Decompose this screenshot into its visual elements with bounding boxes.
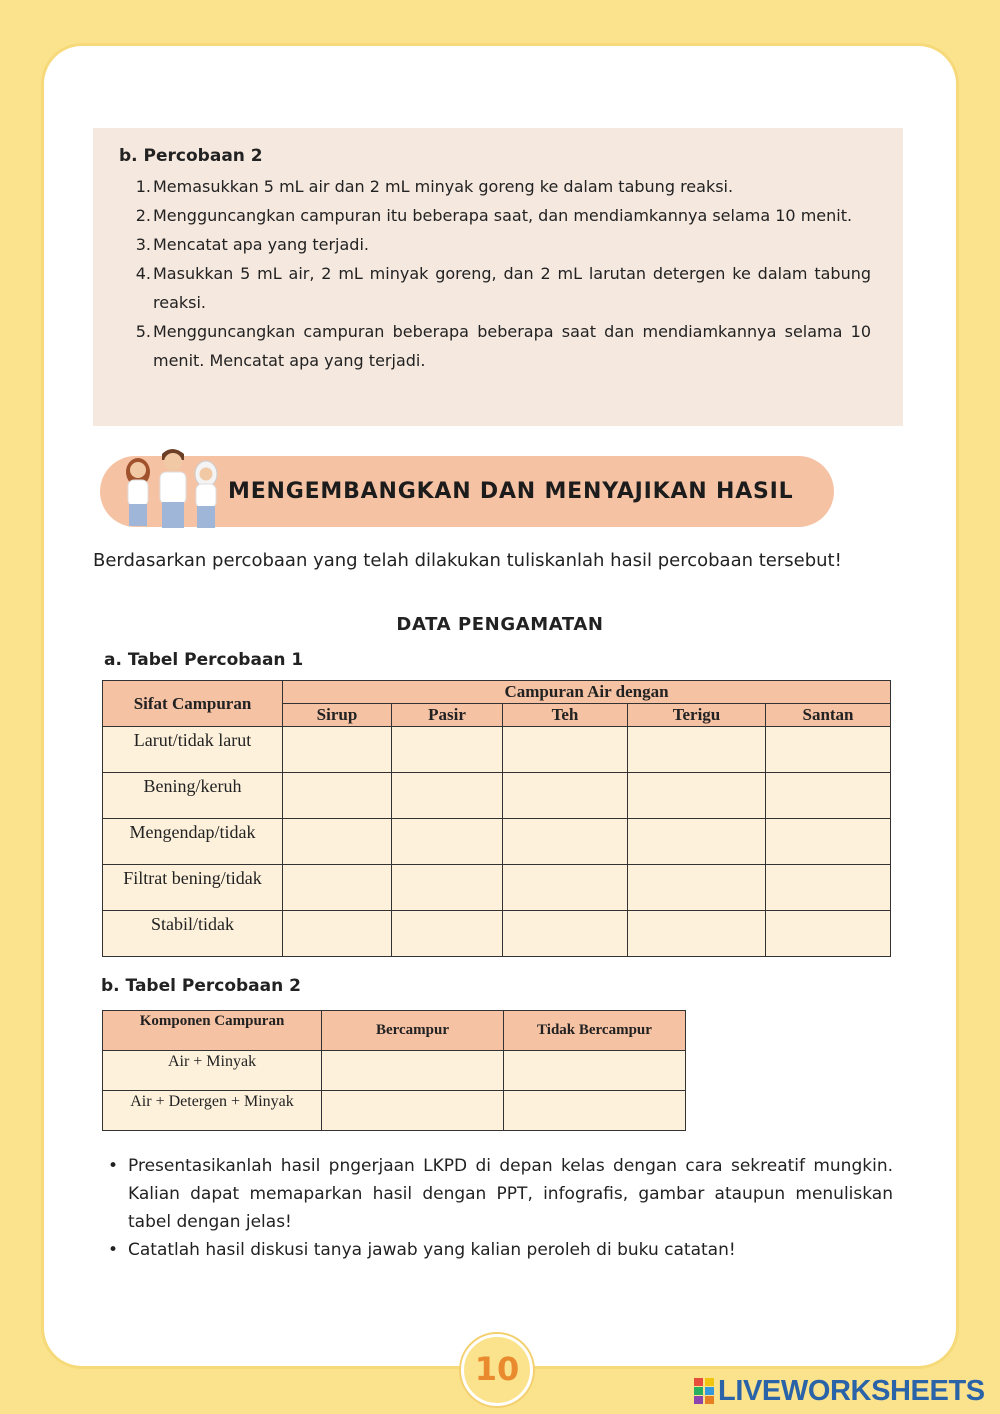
table-percobaan-2 <box>102 1010 686 1131</box>
answer-cell[interactable] <box>392 773 503 819</box>
answer-cell[interactable] <box>283 865 392 911</box>
answer-cell[interactable] <box>392 819 503 865</box>
list-item-text: Catatlah hasil diskusi tanya jawab yang kalian peroleh di buku catatan! <box>128 1240 736 1260</box>
row-label: Stabil/tidak <box>103 911 283 957</box>
answer-cell[interactable] <box>766 819 891 865</box>
row-label: Bening/keruh <box>103 773 283 819</box>
column-header: Santan <box>766 704 891 727</box>
answer-cell[interactable] <box>628 819 766 865</box>
procedure-box <box>93 128 903 426</box>
table-row <box>103 819 891 865</box>
procedure-steps <box>119 172 871 375</box>
step-text: Memasukkan 5 mL air dan 2 mL minyak goreng ke dalam tabung reaksi. <box>153 177 734 196</box>
column-header: Pasir <box>392 704 503 727</box>
answer-cell[interactable] <box>766 865 891 911</box>
procedure-step <box>119 317 871 375</box>
answer-cell[interactable] <box>283 773 392 819</box>
table-row <box>103 727 891 773</box>
answer-cell[interactable] <box>392 865 503 911</box>
row-label: Air + Detergen + Minyak <box>103 1091 322 1131</box>
students-illustration-icon <box>116 444 226 530</box>
list-item <box>108 1236 893 1264</box>
answer-cell[interactable] <box>766 773 891 819</box>
column-header: Teh <box>503 704 628 727</box>
list-item <box>108 1152 893 1236</box>
step-text: Mengguncangkan campuran beberapa beberapa saat dan mendiamkannya selama 10 menit. Mencatat apa yang terjadi. <box>153 322 871 370</box>
row-label: Mengendap/tidak <box>103 819 283 865</box>
bullet-icon: • <box>108 1156 119 1176</box>
column-header: Bercampur <box>322 1011 504 1051</box>
row-header: Sifat Campuran <box>103 681 283 727</box>
answer-cell[interactable] <box>766 911 891 957</box>
list-item-text: Presentasikanlah hasil pngerjaan LKPD di depan kelas dengan cara sekreatif mungkin. Kalian dapat memaparkan hasil dengan PPT, infografis, gambar ataupun menuliskan tabel dengan jelas! <box>128 1156 893 1232</box>
procedure-step <box>119 230 871 259</box>
procedure-title: b. Percobaan 2 <box>119 146 263 166</box>
answer-cell[interactable] <box>628 865 766 911</box>
answer-cell[interactable] <box>628 727 766 773</box>
column-header: Sirup <box>283 704 392 727</box>
intro-text: Berdasarkan percobaan yang telah dilakukan tuliskanlah hasil percobaan tersebut! <box>93 550 842 571</box>
table-percobaan-1 <box>102 680 891 957</box>
data-title: DATA PENGAMATAN <box>396 614 604 635</box>
table-row <box>103 1091 686 1131</box>
page-number: 10 <box>461 1334 533 1406</box>
answer-cell[interactable] <box>766 727 891 773</box>
answer-cell[interactable] <box>504 1051 686 1091</box>
banner-title: MENGEMBANGKAN DAN MENYAJIKAN HASIL <box>228 479 794 504</box>
answer-cell[interactable] <box>392 727 503 773</box>
answer-cell[interactable] <box>503 819 628 865</box>
column-header: Terigu <box>628 704 766 727</box>
table-row <box>103 865 891 911</box>
table2-caption: b. Tabel Percobaan 2 <box>101 976 301 996</box>
answer-cell[interactable] <box>503 865 628 911</box>
brand-text: LIVEWORKSHEETS <box>718 1374 985 1407</box>
answer-cell[interactable] <box>504 1091 686 1131</box>
answer-cell[interactable] <box>503 773 628 819</box>
step-number: 1. <box>135 177 151 196</box>
answer-cell[interactable] <box>322 1091 504 1131</box>
procedure-step <box>119 259 871 317</box>
row-label: Filtrat bening/tidak <box>103 865 283 911</box>
column-header: Komponen Campuran <box>103 1011 322 1051</box>
step-number: 4. <box>135 264 151 283</box>
table1-caption: a. Tabel Percobaan 1 <box>104 650 304 670</box>
table-row <box>103 911 891 957</box>
answer-cell[interactable] <box>503 727 628 773</box>
row-label: Air + Minyak <box>103 1051 322 1091</box>
step-text: Masukkan 5 mL air, 2 mL minyak goreng, dan 2 mL larutan detergen ke dalam tabung reaksi. <box>153 264 871 312</box>
section-banner <box>100 456 834 527</box>
answer-cell[interactable] <box>283 911 392 957</box>
procedure-step <box>119 172 871 201</box>
answer-cell[interactable] <box>283 819 392 865</box>
answer-cell[interactable] <box>628 773 766 819</box>
column-header: Tidak Bercampur <box>504 1011 686 1051</box>
liveworksheets-logo-icon <box>694 1378 714 1404</box>
table-row <box>103 1051 686 1091</box>
answer-cell[interactable] <box>503 911 628 957</box>
table-row <box>103 773 891 819</box>
bullet-icon: • <box>108 1240 119 1260</box>
brand-watermark <box>694 1374 985 1408</box>
step-text: Mengguncangkan campuran itu beberapa saat, dan mendiamkannya selama 10 menit. <box>153 206 853 225</box>
answer-cell[interactable] <box>628 911 766 957</box>
step-number: 3. <box>135 235 151 254</box>
answer-cell[interactable] <box>283 727 392 773</box>
instruction-list <box>108 1152 893 1264</box>
step-text: Mencatat apa yang terjadi. <box>153 235 369 254</box>
answer-cell[interactable] <box>322 1051 504 1091</box>
answer-cell[interactable] <box>392 911 503 957</box>
row-label: Larut/tidak larut <box>103 727 283 773</box>
step-number: 5. <box>135 322 151 341</box>
step-number: 2. <box>135 206 151 225</box>
group-header: Campuran Air dengan <box>283 681 891 704</box>
procedure-step <box>119 201 871 230</box>
